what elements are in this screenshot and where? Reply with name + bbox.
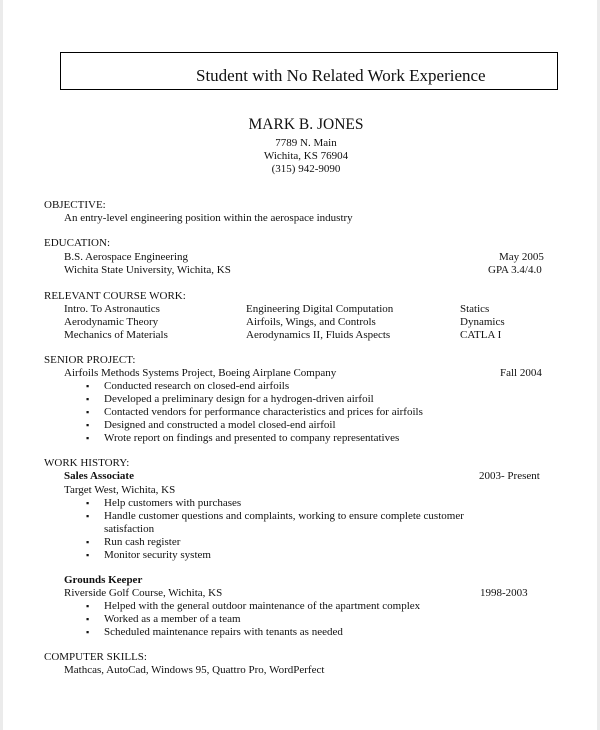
job-dates: 1998-2003 [480,587,528,599]
senior-project-heading: SENIOR PROJECT: [44,354,136,366]
objective-text: An entry-level engineering position within the aerospace industry [64,212,353,224]
education-school: Wichita State University, Wichita, KS [64,264,231,276]
bullet-icon: ▪ [86,407,90,417]
list-item: Developed a preliminary design for a hydrogen-driven airfoil [104,393,374,405]
bullet-icon: ▪ [86,394,90,404]
bullet-icon: ▪ [86,433,90,443]
education-degree: B.S. Aerospace Engineering [64,251,189,263]
course-item: CATLA I [460,329,502,341]
list-item: Monitor security system [104,549,211,561]
list-item: Wrote report on findings and presented to company representatives [104,432,400,444]
list-item: Scheduled maintenance repairs with tenants as needed [104,626,343,638]
title-box [60,52,558,90]
education-heading: EDUCATION: [44,237,110,249]
bullet-icon: ▪ [86,601,90,611]
list-item-continuation: satisfaction [104,523,155,535]
phone-number: (315) 942-9090 [271,163,341,175]
bullet-icon: ▪ [86,627,90,637]
bullet-icon: ▪ [86,511,90,521]
bullet-icon: ▪ [86,420,90,430]
work-history-heading: WORK HISTORY: [44,457,130,469]
senior-project-date: Fall 2004 [500,367,542,379]
course-item: Mechanics of Materials [64,329,168,341]
coursework-heading: RELEVANT COURSE WORK: [44,290,186,302]
list-item: Handle customer questions and complaints, working to ensure complete customer [104,510,464,522]
job-employer: Riverside Golf Course, Wichita, KS [64,587,223,599]
bullet-icon: ▪ [86,381,90,391]
list-item: Worked as a member of a team [104,613,241,625]
list-item: Help customers with purchases [104,497,242,509]
course-item: Intro. To Astronautics [64,303,160,315]
list-item: Contacted vendors for performance characteristics and prices for airfoils [104,406,423,418]
course-item: Statics [460,303,490,315]
list-item: Conducted research on closed-end airfoils [104,380,290,392]
resume-page [3,0,597,730]
list-item: Run cash register [104,536,181,548]
page-title: Student with No Related Work Experience [196,66,486,85]
job-dates: 2003- Present [479,470,540,482]
course-item: Aerodynamics II, Fluids Aspects [246,329,391,341]
job-title: Grounds Keeper [64,574,143,586]
computer-skills-text: Mathcas, AutoCad, Windows 95, Quattro Pro, WordPerfect [64,664,325,676]
list-item: Helped with the general outdoor maintenance of the apartment complex [104,600,421,612]
course-item: Airfoils, Wings, and Controls [246,316,376,328]
bullet-icon: ▪ [86,614,90,624]
list-item: Designed and constructed a model closed-end airfoil [104,419,336,431]
job-employer: Target West, Wichita, KS [64,484,176,496]
senior-project-title: Airfoils Methods Systems Project, Boeing Airplane Company [64,367,337,379]
objective-heading: OBJECTIVE: [44,199,106,211]
course-item: Engineering Digital Computation [246,303,394,315]
course-item: Aerodynamic Theory [64,316,159,328]
job-title: Sales Associate [64,470,134,482]
bullet-icon: ▪ [86,498,90,508]
bullet-icon: ▪ [86,537,90,547]
bullet-icon: ▪ [86,550,90,560]
education-gpa: GPA 3.4/4.0 [488,264,542,276]
address-line-1: 7789 N. Main [275,137,337,149]
candidate-name: MARK B. JONES [248,116,364,133]
address-line-2: Wichita, KS 76904 [263,150,349,162]
course-item: Dynamics [460,316,505,328]
education-date: May 2005 [499,251,544,263]
computer-skills-heading: COMPUTER SKILLS: [44,651,147,663]
